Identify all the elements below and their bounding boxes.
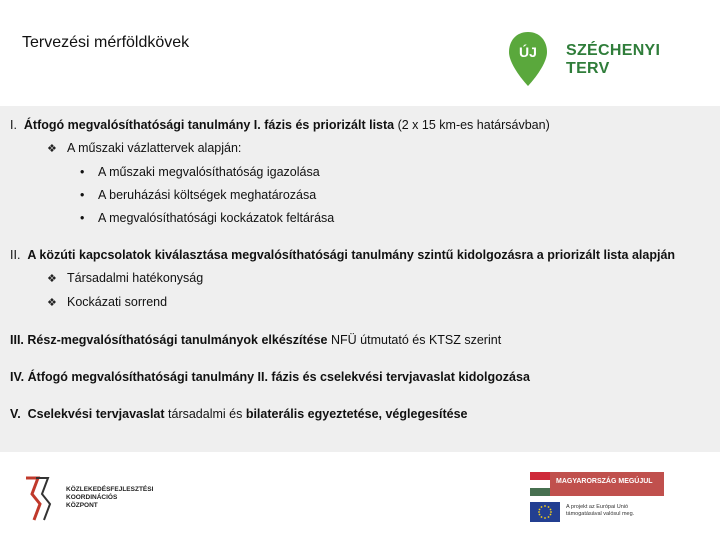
eu-line: A projekt az Európai Unió bbox=[566, 504, 629, 510]
kkk-line: KÖZPONT bbox=[66, 502, 98, 509]
milestone-3 bbox=[10, 329, 710, 352]
item-text: Társadalmi hatékonyság bbox=[67, 271, 204, 285]
roman-numeral: III. bbox=[10, 333, 24, 347]
milestone-1-rest: (2 x 15 km-es határsávban) bbox=[394, 118, 550, 132]
milestone-1-sub bbox=[10, 137, 710, 161]
bullet-icon: • bbox=[80, 165, 85, 179]
szechenyi-terv-logo bbox=[506, 30, 706, 88]
diamond-bullet-icon: ❖ bbox=[47, 143, 57, 155]
header bbox=[0, 0, 720, 106]
milestone-5 bbox=[10, 403, 710, 426]
map-pin-icon bbox=[506, 30, 550, 88]
milestone-1-sub-text: A műszaki vázlattervek alapján: bbox=[67, 141, 242, 155]
bullet-text: A beruházási költségek meghatározása bbox=[98, 188, 317, 202]
bullet-text: A megvalósíthatósági kockázatok feltárása bbox=[98, 211, 335, 225]
milestone-1 bbox=[10, 114, 710, 230]
eu-flag-icon bbox=[530, 502, 560, 522]
eu-support bbox=[530, 502, 690, 524]
bullet-icon: • bbox=[80, 211, 85, 225]
list-item bbox=[10, 291, 710, 315]
diamond-bullet-icon: ❖ bbox=[47, 297, 57, 309]
bullet-text: A műszaki megvalósíthatóság igazolása bbox=[98, 165, 320, 179]
roman-numeral: IV. bbox=[10, 370, 25, 384]
milestone-3-bold: Rész-megvalósíthatósági tanulmányok elkészítése bbox=[27, 333, 328, 347]
kkk-line: KOORDINÁCIÓS bbox=[66, 494, 118, 501]
item-text: Kockázati sorrend bbox=[67, 295, 168, 309]
milestone-3-rest: NFÜ útmutató és KTSZ szerint bbox=[327, 333, 502, 347]
milestone-2-bold: A közúti kapcsolatok kiválasztása megvalósíthatósági tanulmány szintű kidolgozásra a priorizált lista alapján bbox=[27, 248, 676, 262]
kkk-line: KÖZLEKEDÉSFEJLESZTÉSI bbox=[66, 486, 154, 493]
milestone-4-bold: Átfogó megvalósíthatósági tanulmány II. fázis és cselekvési tervjavaslat kidolgozása bbox=[27, 370, 530, 384]
milestone-2 bbox=[10, 244, 710, 315]
roman-numeral: V. bbox=[10, 407, 21, 421]
bullet-icon: • bbox=[80, 188, 85, 202]
milestone-5-bold: Cselekvési tervjavaslat bbox=[27, 407, 165, 421]
milestone-5-mid: társadalmi és bbox=[164, 407, 246, 421]
list-item bbox=[10, 207, 710, 230]
list-item bbox=[10, 161, 710, 184]
eu-line: támogatásával valósul meg. bbox=[566, 511, 635, 517]
content-panel bbox=[0, 106, 720, 452]
logo-letters: ÚJ bbox=[519, 44, 537, 60]
list-item bbox=[10, 267, 710, 291]
hungarian-flag-icon bbox=[530, 472, 550, 496]
list-item bbox=[10, 184, 710, 207]
kkk-mark-icon bbox=[22, 474, 62, 524]
milestone-1-bold: Átfogó megvalósíthatósági tanulmány I. fázis és priorizált lista bbox=[23, 118, 395, 132]
diamond-bullet-icon: ❖ bbox=[47, 273, 57, 285]
milestone-list bbox=[10, 114, 710, 440]
footer bbox=[0, 452, 720, 540]
kkk-logo bbox=[22, 474, 172, 524]
roman-numeral: I. bbox=[10, 118, 17, 132]
logo-word: SZÉCHENYI TERV bbox=[566, 42, 661, 77]
magyarorszag-megujul-banner bbox=[530, 472, 664, 496]
roman-numeral: II. bbox=[10, 248, 21, 262]
milestone-4 bbox=[10, 366, 710, 389]
milestone-5-bold-2: bilaterális egyeztetése, véglegesítése bbox=[245, 407, 468, 421]
page-title: Tervezési mérföldkövek bbox=[22, 34, 190, 51]
banner-label: MAGYARORSZÁG MEGÚJUL bbox=[556, 478, 653, 485]
